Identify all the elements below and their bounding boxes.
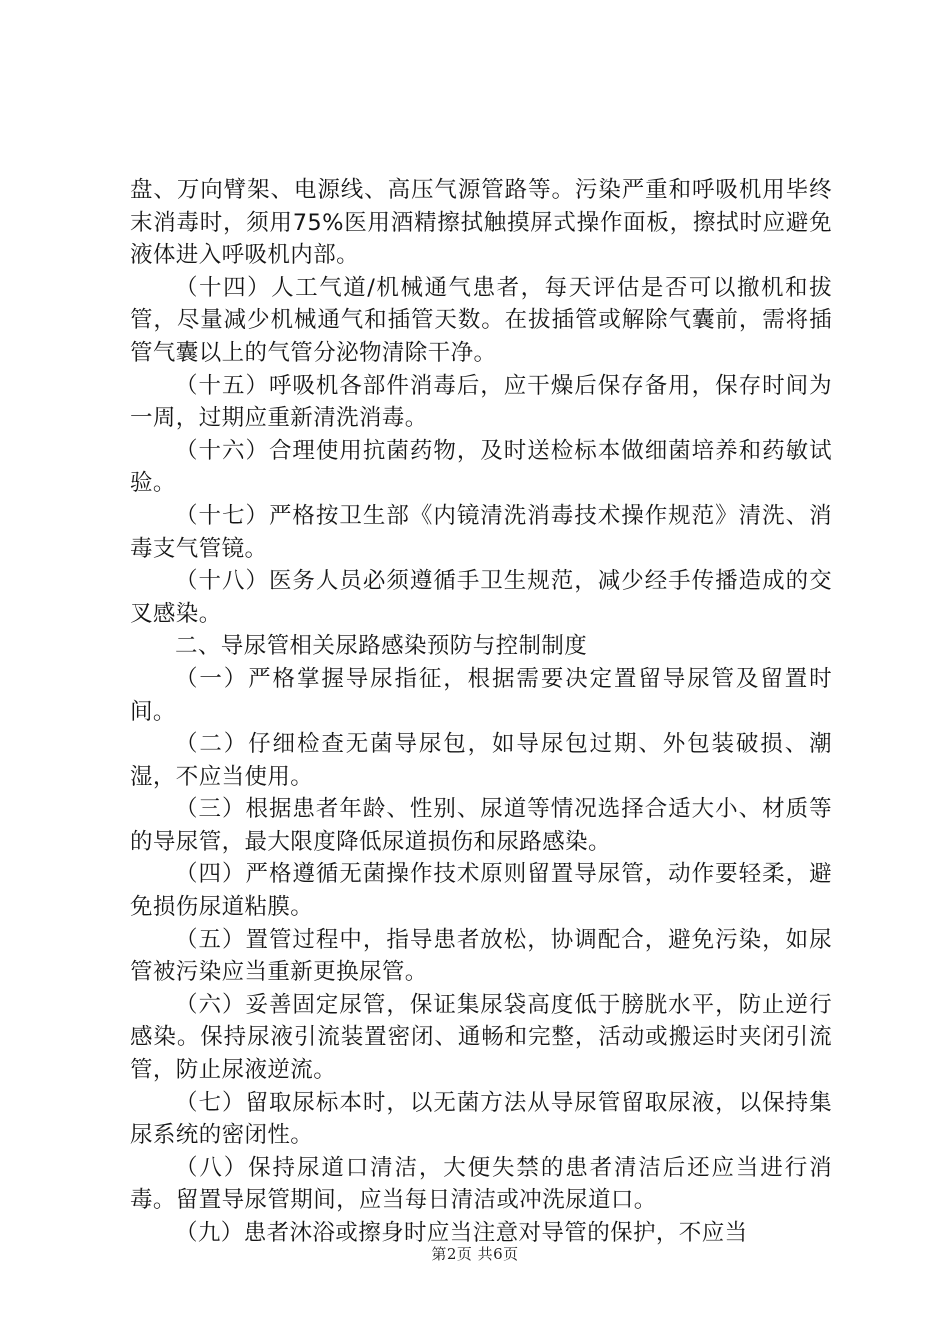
paragraph-item-7: （七）留取尿标本时，以无菌方法从导尿管留取尿液，以保持集尿系统的密闭性。 [130, 1089, 832, 1149]
paragraph-item-15: （十五）呼吸机各部件消毒后，应干燥后保存备用，保存时间为一周，过期应重新清洗消毒。 [130, 372, 832, 432]
paragraph-item-4: （四）严格遵循无菌操作技术原则留置导尿管，动作要轻柔，避免损伤尿道粘膜。 [130, 861, 832, 921]
paragraph-item-8: （八）保持尿道口清洁，大便失禁的患者清洁后还应当进行消毒。留置导尿管期间，应当每日清洁或冲洗尿道口。 [130, 1154, 832, 1214]
document-body [130, 174, 832, 1250]
page-number-footer: 第2页 共6页 [431, 1245, 519, 1263]
paragraph-item-16: （十六）合理使用抗菌药物，及时送检标本做细菌培养和药敏试验。 [130, 437, 832, 497]
paragraph-item-5: （五）置管过程中，指导患者放松，协调配合，避免污染，如尿管被污染应当重新更换尿管。 [130, 926, 832, 986]
paragraph-continued: 盘、万向臂架、电源线、高压气源管路等。污染严重和呼吸机用毕终末消毒时，须用75%医用酒精擦拭触摸屏式操作面板，擦拭时应避免液体进入呼吸机内部。 [130, 177, 832, 269]
paragraph-item-17: （十七）严格按卫生部《内镜清洗消毒技术操作规范》清洗、消毒支气管镜。 [130, 502, 832, 562]
paragraph-item-18: （十八）医务人员必须遵循手卫生规范，减少经手传播造成的交叉感染。 [130, 568, 832, 627]
paragraph-item-14: （十四）人工气道/机械通气患者，每天评估是否可以撤机和拔管，尽量减少机械通气和插管天数。在拔插管或解除气囊前，需将插管气囊以上的气管分泌物清除干净。 [130, 274, 832, 366]
paragraph-item-9: （九）患者沐浴或擦身时应当注意对导管的保护，不应当 [175, 1220, 748, 1246]
paragraph-item-3: （三）根据患者年龄、性别、尿道等情况选择合适大小、材质等的导尿管，最大限度降低尿道损伤和尿路感染。 [130, 796, 832, 855]
paragraph-item-1: （一）严格掌握导尿指征，根据需要决定置留导尿管及留置时间。 [130, 665, 832, 725]
paragraph-item-6: （六）妥善固定尿管，保证集尿袋高度低于膀胱水平，防止逆行感染。保持尿液引流装置密闭、通畅和完整，活动或搬运时夹闭引流管，防止尿液逆流。 [130, 991, 832, 1084]
paragraph-item-2: （二）仔细检查无菌导尿包，如导尿包过期、外包装破损、潮湿，不应当使用。 [130, 731, 832, 790]
section-heading-2: 二、导尿管相关尿路感染预防与控制制度 [175, 633, 588, 660]
